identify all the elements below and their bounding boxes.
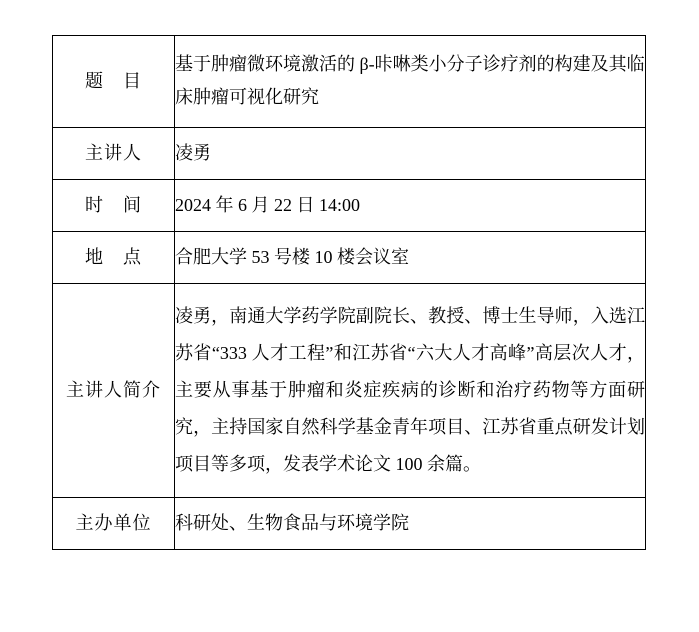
row-label-speaker [53, 127, 175, 179]
row-label-organizer [53, 497, 175, 549]
table-row-organizer [53, 497, 646, 549]
row-label-topic [53, 36, 175, 128]
value-text: 凌勇，南通大学药学院副院长、教授、博士生导师，入选江苏省“333 人才工程”和江苏省“六大人才高峰”高层次人才，主要从事基于肿瘤和炎症疾病的诊断和治疗药物等方面研究，主持国家自然科学基金青年项目、江苏省重点研发计划项目等多项，发表学术论文 100 余篇。 [175, 306, 645, 475]
row-value-organizer [175, 497, 646, 549]
value-text: 凌勇 [175, 142, 211, 163]
row-value-speaker [175, 127, 646, 179]
label-text: 主办单位 [75, 513, 152, 534]
row-label-bio [53, 284, 175, 497]
table-body [53, 36, 646, 550]
row-value-time [175, 179, 646, 231]
table-row-time [53, 179, 646, 231]
row-label-place [53, 232, 175, 284]
row-label-time [53, 179, 175, 231]
table-row-topic [53, 36, 646, 128]
label-text: 时 间 [85, 195, 142, 216]
row-value-topic [175, 36, 646, 128]
label-text: 主讲人简介 [66, 380, 161, 401]
table-row-speaker [53, 127, 646, 179]
label-text: 地 点 [85, 247, 142, 268]
row-value-place [175, 232, 646, 284]
table-row-place [53, 232, 646, 284]
seminar-info-table [52, 35, 646, 550]
value-text: 科研处、生物食品与环境学院 [175, 512, 409, 533]
value-text: 基于肿瘤微环境激活的 β-咔啉类小分子诊疗剂的构建及其临床肿瘤可视化研究 [175, 54, 645, 108]
value-text: 2024 年 6 月 22 日 14:00 [175, 194, 361, 215]
label-text: 主讲人 [85, 142, 142, 163]
value-text: 合肥大学 53 号楼 10 楼会议室 [175, 247, 409, 268]
row-value-bio [175, 284, 646, 497]
table-row-bio [53, 284, 646, 497]
label-text: 题 目 [85, 70, 142, 91]
